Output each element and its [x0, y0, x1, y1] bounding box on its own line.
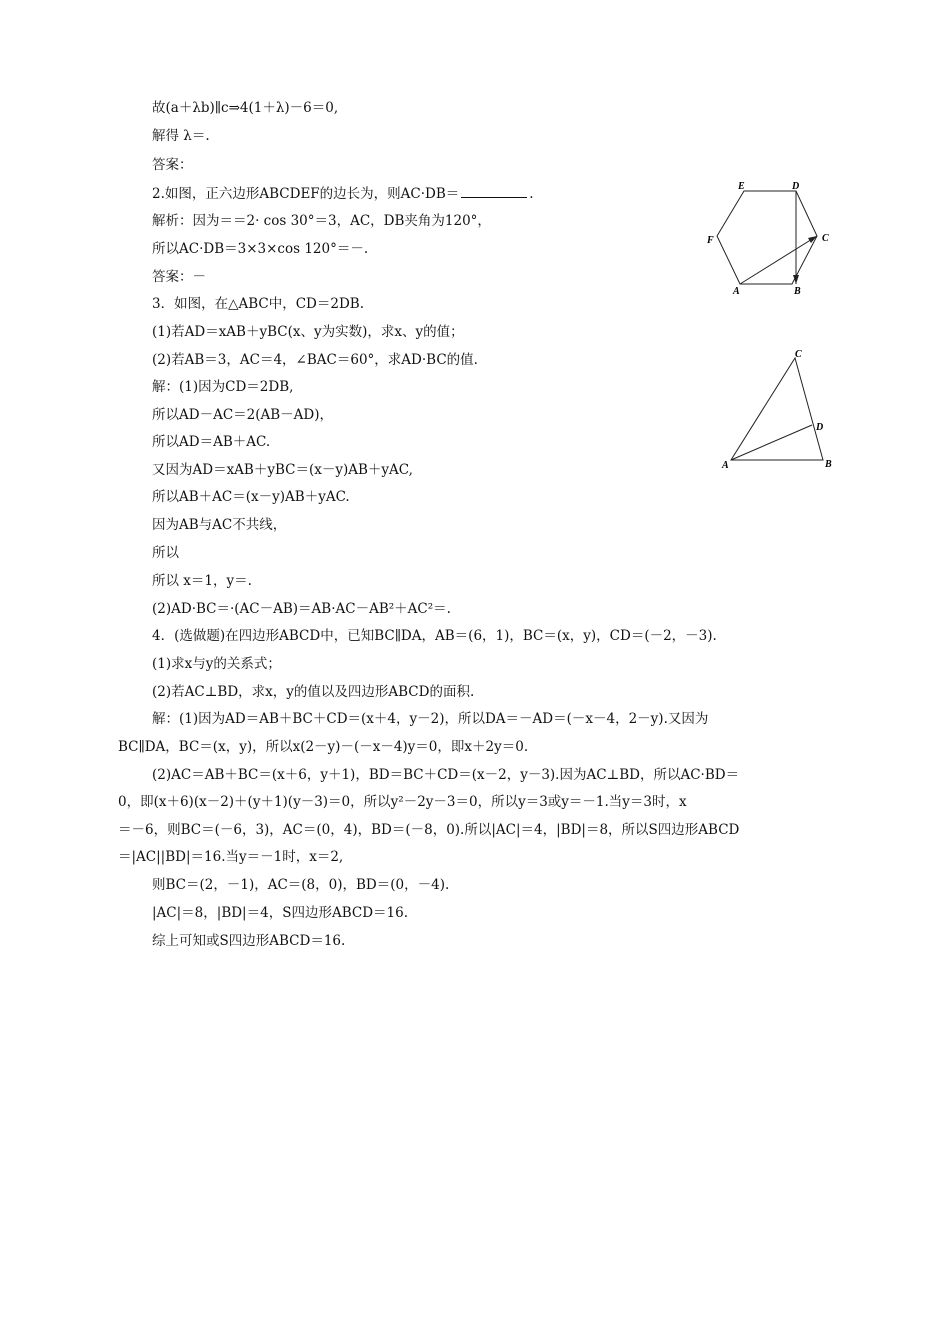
text-line: 又因为AD＝xAB＋yBC＝(x－y)AB＋yAC, — [152, 462, 413, 478]
text-line: BC∥DA，BC＝(x，y)，所以x(2－y)－(－x－4)y＝0，即x＋2y＝0. — [118, 739, 529, 755]
text-line: 所以 x＝1，y＝. — [152, 573, 252, 589]
text-line: 因为AB与AC不共线， — [152, 517, 287, 533]
question-2-period: . — [529, 186, 534, 202]
text-line: |AC|＝8，|BD|＝4，S四边形ABCD＝16. — [152, 905, 408, 921]
text-line: 所以AC·DB＝3×3×cos 120°＝－. — [152, 241, 369, 257]
vertex-label-b: B — [825, 459, 832, 470]
vertex-label-a: A — [722, 460, 729, 471]
text-line: 所以AD－AC＝2(AB－AD)， — [152, 407, 334, 423]
triangle-figure — [715, 345, 845, 475]
text-line: 所以AB＋AC＝(x－y)AB＋yAC. — [152, 489, 350, 505]
text-line: 则BC＝(2，－1)，AC＝(8，0)，BD＝(0，－4). — [152, 877, 450, 893]
answer-blank — [461, 183, 527, 198]
text-line: 解：(1)因为AD＝AB＋BC＋CD＝(x＋4，y－2)，所以DA＝－AD＝(－x－4，2－y).又因为 — [152, 711, 709, 727]
text-line: ＝－6，则BC＝(－6，3)，AC＝(0，4)，BD＝(－8，0).所以|AC|＝4，|BD|＝8，所以S四边形ABCD — [118, 822, 740, 838]
hexagon-figure — [700, 175, 845, 300]
hexagon-outline — [717, 191, 817, 284]
triangle-outline — [731, 358, 823, 460]
text-line: 解得 λ＝. — [152, 128, 210, 144]
text-line: 解析：因为＝＝2· cos 30°＝3，AC，DB夹角为120°， — [152, 213, 491, 229]
text-line: 3．如图，在△ABC中，CD＝2DB. — [152, 296, 364, 312]
vertex-label-d: D — [792, 181, 800, 192]
question-2-line — [152, 183, 534, 204]
text-line: 综上可知或S四边形ABCD＝16. — [152, 933, 346, 949]
vertex-label-c: C — [795, 349, 802, 360]
text-line: (2)AC＝AB＋BC＝(x＋6，y＋1)，BD＝BC＋CD＝(x－2，y－3).因为AC⊥BD，所以AC·BD＝ — [152, 767, 740, 783]
text-line: 0，即(x＋6)(x－2)＋(y＋1)(y－3)＝0，所以y²－2y－3＝0，所以y＝3或y＝－1.当y＝3时，x — [118, 794, 687, 810]
text-line: 故(a＋λb)∥c⇒4(1＋λ)－6＝0, — [152, 100, 339, 116]
vertex-label-e: E — [738, 181, 745, 192]
segment-ad — [731, 425, 812, 460]
vertex-label-d: D — [816, 422, 824, 433]
vector-ac — [740, 236, 817, 284]
text-line: 答案： — [152, 157, 193, 173]
text-line: (1)求x与y的关系式； — [152, 656, 281, 672]
vertex-label-a: A — [733, 286, 740, 297]
text-line: 答案：－ — [152, 269, 206, 285]
question-2-text: 2.如图，正六边形ABCDEF的边长为，则AC·DB＝ — [152, 186, 460, 202]
text-line: (1)若AD＝xAB＋yBC(x、y为实数)，求x、y的值； — [152, 324, 464, 340]
text-line: ＝|AC||BD|＝16.当y＝－1时，x＝2, — [118, 849, 344, 865]
text-line: (2)若AB＝3，AC＝4，∠BAC＝60°，求AD·BC的值. — [152, 352, 478, 368]
vertex-label-c: C — [822, 233, 829, 244]
vertex-label-f: F — [707, 235, 714, 246]
vertex-label-b: B — [794, 286, 801, 297]
text-line: (2)若AC⊥BD，求x，y的值以及四边形ABCD的面积. — [152, 684, 475, 700]
text-line: 所以 — [152, 545, 179, 561]
text-line: 所以AD＝AB＋AC. — [152, 434, 271, 450]
text-line: 4．(选做题)在四边形ABCD中，已知BC∥DA，AB＝(6，1)，BC＝(x，y)，CD＝(－2，－3). — [152, 628, 717, 644]
text-line: (2)AD·BC＝·(AC－AB)＝AB·AC－AB²＋AC²＝. — [152, 601, 451, 617]
text-line: 解：(1)因为CD＝2DB, — [152, 379, 294, 395]
